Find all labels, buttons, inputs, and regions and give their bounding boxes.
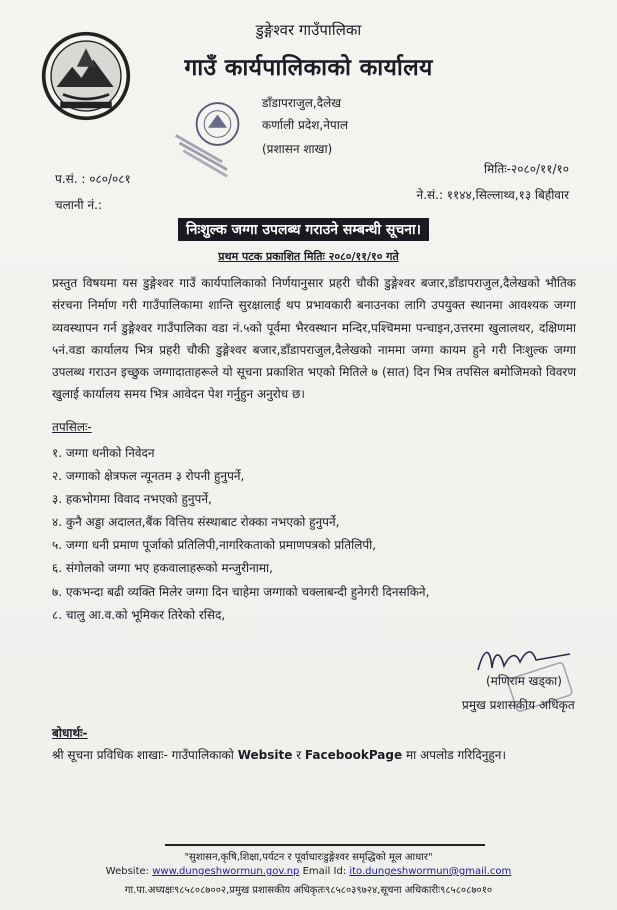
- cc-website: Website: [237, 748, 293, 762]
- address-line-2: कर्णाली प्रदेश,नेपाल: [262, 118, 348, 132]
- footer-phone-numbers: गा.पा.अध्यक्षः९८५८०८७००२,प्रमुख प्रशासकीय अधिकृतः९८५८०३९७२४,सूचना अधिकारीः९८५८०८७०१०: [124, 885, 493, 896]
- list-item: ८. चालु आ.व.को भूमिकर तिरेको रसिद,: [52, 607, 226, 622]
- address-line-1: डाँडापराजुल,दैलेख: [262, 96, 342, 110]
- dispatch-number: चलानी नं.:: [55, 198, 102, 212]
- cc-text: श्री सूचना प्रविधिक शाखाः- गाउँपालिकाको: [52, 748, 238, 762]
- list-item: ५. जग्गा धनी प्रमाण पूर्जाको प्रतिलिपी,नागरिकताको प्रमाणपत्रको प्रतिलिपी,: [52, 538, 377, 553]
- website-link[interactable]: www.dungeshwormun.gov.np: [152, 866, 300, 877]
- cc-text: र: [292, 748, 305, 762]
- municipality-name: डुङ्गेश्वर गाउँपालिका: [255, 21, 362, 39]
- list-item: १. जग्गा धनीको निवेदन: [52, 446, 155, 460]
- footer-contact: [0, 866, 617, 877]
- signatory-name: (मणिराम खड्का): [486, 674, 562, 688]
- office-round-seal-stamp: [170, 86, 265, 181]
- website-label: Website:: [105, 866, 153, 877]
- email-link[interactable]: ito.dungeshwormun@gmail.com: [349, 866, 512, 877]
- email-label: Email Id:: [299, 866, 350, 877]
- list-heading: तपसिलः-: [52, 420, 92, 434]
- cc-text: मा अपलोड गरिदिनुहुन।: [402, 748, 506, 762]
- footer-divider: [165, 844, 485, 846]
- notice-title: निःशुल्क जग्गा उपलब्ध गराउने सम्बन्धी सूचना।: [178, 218, 429, 241]
- cc-heading: बोधार्थः-: [52, 726, 88, 740]
- address-line-3: (प्रशासन शाखा): [262, 142, 333, 156]
- notice-body: प्रस्तुत विषयमा यस डुङ्गेश्वर गाउँ कार्यपालिकाको निर्णयानुसार प्रहरी चौकी डुङ्गेश्वर बजार,डाँडापराजुल,दैलेखको भौतिक संरचना निर्माण गरी गाउँपालिकामा शान्ति सुरक्षालाई थप प्रभावकारी बनाउनका लागि उपयुक्त स्थानमा आवश्यक जग्गा व्यवस्थापन गर्न डुङ्गेश्वर गाउँपालिका वडा नं.५को पूर्वमा भैरवस्थान मन्दिर,पश्चिममा पन्चाइन,उत्तरमा खुलालथर, दक्षिणमा ५नं.वडा कार्यालय भित्र प्रहरी चौकी डुङ्गेश्वर बजार,डाँडापराजुल,दैलेखको नाममा जग्गा कायम हुने गरी निःशुल्क जग्गा उपलब्ध गराउन इच्छुक जग्गादाताहरूले यो सूचना प्रकाशित भएको मितिले ७ (सात) दिन भित्र तपसिल बमोजिमको विवरण खुलाई कार्यालय समय भित्र आवेदन पेश गर्नुहुन अनुरोध छ।: [52, 276, 576, 402]
- signatory-title: प्रमुख प्रशासकीय अधिकृत: [462, 698, 575, 712]
- office-name: गाउँ कार्यपालिकाको कार्यालय: [184, 55, 433, 81]
- list-item: ३. हकभोगमा विवाद नभएको हुनुपर्ने,: [52, 492, 212, 507]
- footer-motto: "सुशासन,कृषि,शिक्षा,पर्यटन र पूर्वाधारःडुङ्गेश्वर समृद्धिको मूल आधार": [184, 852, 433, 863]
- cc-facebook: FacebookPage: [304, 748, 403, 762]
- list-item: २. जग्गाको क्षेत्रफल न्यूनतम ३ रोपनी हुनुपर्ने,: [52, 469, 245, 484]
- date: मितिः-२०८०/११/१०: [484, 162, 569, 176]
- letter-number: प.सं. : ०८०/०८१: [55, 172, 131, 186]
- requirement-list: [52, 442, 429, 627]
- cc-line: [52, 746, 506, 763]
- nepal-sambat-date: ने.सं.: ११४४,सिल्लाथ्व,१३ बिहीवार: [416, 188, 569, 202]
- list-item: ७. एकभन्दा बढी व्यक्ति मिलेर जग्गा दिन चाहेमा जग्गाको चक्लाबन्दी हुनेगरी दिनसकिने,: [52, 584, 430, 599]
- list-item: ६. संगोलको जग्गा भए हकवालाहरूको मन्जुरीनामा,: [52, 561, 273, 576]
- notice-subtitle: प्रथम पटक प्रकाशित मितिः २०८०/११/१० गते: [218, 250, 399, 263]
- list-item: ४. कुनै अड्डा अदालत,बैंक वित्तिय संस्थाबाट रोक्का नभएको हुनुपर्ने,: [52, 515, 340, 530]
